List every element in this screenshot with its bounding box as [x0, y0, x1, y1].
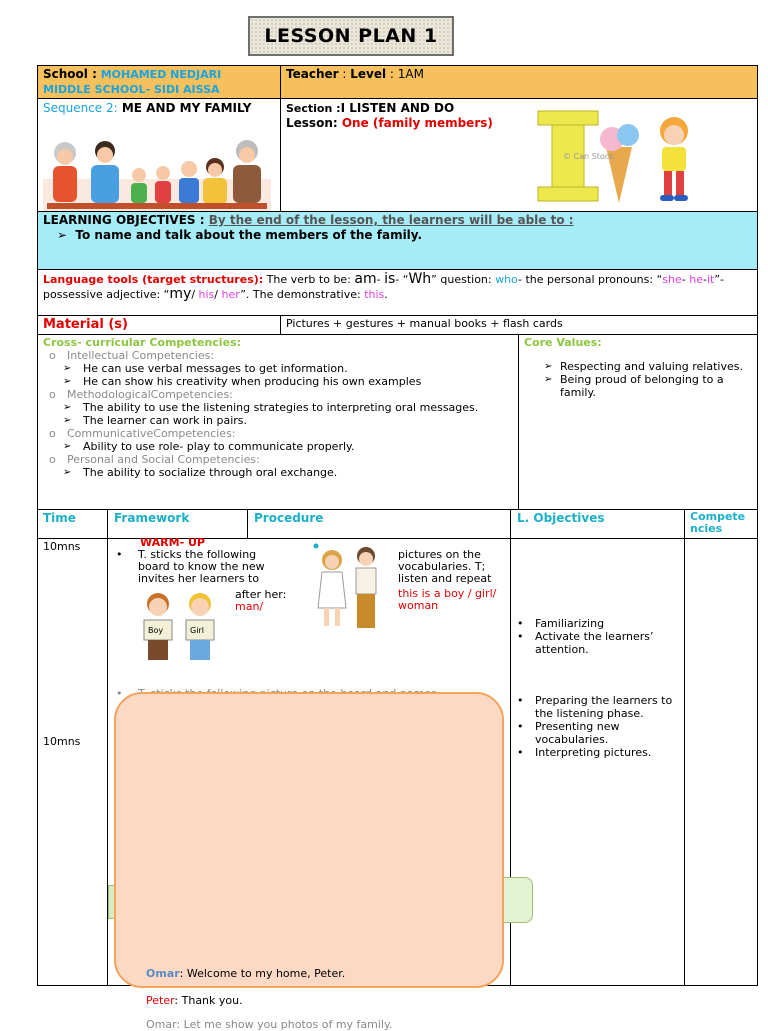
lt-is: is — [384, 271, 396, 287]
intellectual-heading: o Intellectual Competencies: — [43, 349, 513, 362]
section-value: I LISTEN AND DO — [340, 101, 455, 115]
objective-item: ➢ To name and talk about the members of the family. — [57, 228, 423, 242]
level-label: Level — [350, 67, 387, 81]
girl-face — [191, 598, 209, 616]
grandma-face — [57, 149, 73, 165]
time-2: 10mns — [43, 735, 81, 748]
lt-wh: Wh — [408, 271, 432, 287]
dialogue-line-omar-2: Omar: Let me show you photos of my family. — [146, 1018, 393, 1031]
list-item: ➢ Ability to use role- play to communicate properly. — [43, 440, 513, 453]
lt-text-2: - — [376, 273, 385, 286]
lesson-label: Lesson: — [286, 116, 342, 130]
sequence-label: Sequence 2: — [43, 101, 118, 115]
lt-text-11: ”. The demonstrative: — [240, 288, 365, 301]
lt-text-1: The verb to be: — [263, 273, 355, 286]
personal-heading: o Personal and Social Competencies: — [43, 453, 513, 466]
warmup-red: this is a boy / girl/ woman — [398, 587, 497, 612]
sequence-cell — [37, 98, 281, 212]
intellectual-list — [43, 362, 513, 388]
material-value: Pictures + gestures + manual books + flash cards — [286, 317, 563, 330]
lt-her: her — [221, 288, 241, 301]
list-item: ➢ The learner can work in pairs. — [43, 414, 513, 427]
girl-shirt — [662, 147, 686, 171]
speaker-omar: Omar — [146, 967, 180, 980]
grandpa-body — [233, 165, 261, 203]
mom-body — [203, 178, 227, 204]
time-column — [37, 538, 108, 986]
list-item: • Familiarizing — [511, 617, 680, 630]
warmup-text-1-body: T. sticks the following board to know the new invites her learners to — [138, 548, 265, 585]
girl-leg-right — [676, 171, 684, 197]
lt-it: it — [706, 273, 715, 286]
kid2-face — [156, 166, 170, 180]
objective-text: To name and talk about the members of the family. — [75, 228, 423, 242]
peter-line: : Thank you. — [174, 994, 243, 1007]
girl-legs — [190, 640, 210, 660]
lesson-value: One (family members) — [341, 116, 493, 130]
warmup-text-1: • T. sticks the following board to know the new invites her learners to — [116, 549, 276, 585]
competencies-cell — [37, 334, 519, 510]
list-item: ➢ Respecting and valuing relatives. — [524, 360, 752, 373]
methodological-list — [43, 401, 513, 427]
lt-am: am — [354, 271, 377, 287]
competencies-title: Cross- curricular Competencies: — [43, 336, 241, 349]
list-item: • Presenting new vocabularies. — [511, 720, 680, 746]
header-framework-text: Framework — [114, 511, 190, 525]
school-label: School : — [43, 67, 97, 81]
woman-leg-left — [324, 608, 329, 626]
lt-text-9: / — [191, 288, 199, 301]
list-item: • Activate the learners’ attention. — [511, 630, 680, 656]
header-competencies-text-2: ncies — [690, 522, 723, 535]
lt-text-5: - the personal pronouns: “ — [518, 273, 663, 286]
school-name-1: MOHAMED NEDJARI — [100, 68, 222, 81]
header-procedure-text: Procedure — [254, 511, 324, 525]
teacher-sep: : — [338, 67, 351, 81]
kid3-face — [181, 161, 197, 177]
objectives-list-2 — [511, 694, 680, 759]
list-item: ➢ The ability to use the listening strategies to interpreting oral messages. — [43, 401, 513, 414]
header-competencies-text-1: Compete — [690, 510, 746, 523]
list-item: ➢ He can use verbal messages to get information. — [43, 362, 513, 375]
copyright-mark: © Can Stock — [563, 152, 614, 161]
material-label: Material (s) — [43, 317, 128, 332]
header-time — [37, 509, 108, 539]
lt-text-3: - “ — [395, 273, 409, 286]
letter-i-top — [538, 111, 598, 125]
mom-face — [208, 163, 222, 177]
woman-dress — [318, 572, 346, 608]
school-name-2: MIDDLE SCHOOL- SIDI AISSA — [43, 83, 220, 96]
section-label: Section : — [286, 102, 341, 115]
core-values-title: Core Values: — [524, 336, 602, 349]
lt-my: my — [169, 286, 192, 302]
communicative-list — [43, 440, 513, 453]
warmup-text-2: pictures on the vocabularies. T; listen and repeat — [398, 548, 492, 585]
man-woman-illustration — [310, 542, 390, 632]
level-sep: : — [386, 67, 398, 81]
objectives-intro: By the end of the lesson, the learners will be able to : — [208, 213, 574, 227]
speaker-peter: Peter — [146, 994, 175, 1007]
second-bullet: • — [116, 688, 506, 700]
teacher-label: Teacher — [286, 67, 339, 81]
omar-line: : Welcome to my home, Peter. — [179, 967, 346, 980]
note-box — [114, 692, 504, 988]
small-dot — [314, 544, 319, 549]
boy-legs — [148, 640, 168, 660]
list-item: ➢ He can show his creativity when producing his own examples — [43, 375, 513, 388]
girl-card-label: Girl — [190, 626, 204, 635]
grandma-body — [53, 166, 77, 202]
objectives-list-1 — [511, 617, 680, 656]
lt-text-7: - — [703, 273, 707, 286]
family-illustration — [43, 139, 271, 211]
material-label-cell — [37, 315, 281, 335]
personal-list — [43, 466, 513, 479]
header-objectives — [510, 509, 685, 539]
list-item: ➢ The ability to socialize through oral exchange. — [43, 466, 513, 479]
lt-he: he — [689, 273, 703, 286]
lt-she: she — [662, 273, 682, 286]
section-cell — [280, 98, 758, 212]
boy-face — [149, 598, 167, 616]
lt-this: this — [364, 288, 385, 301]
lt-text-10: / — [214, 288, 222, 301]
warmup-man: man/ — [235, 600, 264, 613]
dialogue-line-peter — [146, 994, 243, 1007]
header-objectives-text: L. Objectives — [517, 511, 605, 525]
header-procedure — [247, 509, 511, 539]
lt-who: who — [495, 273, 518, 286]
methodological-heading: o MethodologicalCompetencies: — [43, 388, 513, 401]
list-item: • Preparing the learners to the listening phase. — [511, 694, 680, 720]
lt-text-8: ”- possessive adjective: “ — [43, 273, 725, 301]
time-1: 10mns — [43, 540, 81, 553]
woman-face — [325, 555, 339, 569]
kid3-body — [179, 178, 199, 203]
language-tools-label: Language tools (target structures): — [43, 273, 264, 286]
objectives-cell — [37, 211, 758, 270]
level-value: 1AM — [397, 67, 424, 81]
letter-i-bottom — [538, 187, 598, 201]
dad-face — [97, 147, 113, 163]
kid2-body — [155, 181, 171, 203]
lt-text-6: - — [681, 273, 690, 286]
kid1-body — [131, 183, 147, 203]
green-tab-right — [503, 877, 533, 923]
list-item: ➢ Being proud of belonging to a family. — [524, 373, 752, 399]
girl-face — [664, 125, 684, 145]
dialogue-line-omar — [146, 967, 345, 980]
list-item: • Interpreting pictures. — [511, 746, 680, 759]
girl-shoe-right — [674, 195, 688, 201]
header-framework — [107, 509, 248, 539]
sequence-value: ME AND MY FAMILY — [117, 101, 252, 115]
lt-text-12: . — [384, 288, 388, 301]
woman-leg-right — [335, 608, 340, 626]
girl-leg-left — [664, 171, 672, 197]
lt-his: his — [198, 288, 215, 301]
competencies-column — [684, 538, 758, 986]
boy-card-label: Boy — [148, 626, 164, 635]
objectives-label: LEARNING OBJECTIVES : — [43, 213, 209, 227]
core-values-list — [524, 360, 752, 399]
communicative-heading: o CommunicativeCompetencies: — [43, 427, 513, 440]
header-time-text: Time — [43, 511, 76, 525]
grandpa-face — [239, 147, 255, 163]
man-shirt — [356, 568, 376, 594]
ice-cream-scoop-2 — [617, 124, 639, 146]
warmup-label: WARM- UP — [140, 536, 205, 549]
lt-text-4: ” question: — [431, 273, 496, 286]
man-face — [359, 552, 373, 566]
core-values-cell — [518, 334, 758, 510]
teacher-cell — [280, 65, 758, 99]
material-value-cell — [280, 315, 758, 335]
warmup-after: after her: — [235, 588, 287, 601]
objectives-column — [510, 538, 685, 986]
girl-shoe-left — [660, 195, 674, 201]
dad-body — [91, 165, 119, 203]
header-competencies — [684, 509, 758, 539]
man-trousers — [357, 594, 375, 628]
kid1-face — [132, 168, 146, 182]
language-tools-cell — [37, 269, 758, 316]
school-cell — [37, 65, 281, 99]
lesson-title: LESSON PLAN 1 — [248, 16, 454, 56]
sofa-base — [47, 203, 267, 209]
